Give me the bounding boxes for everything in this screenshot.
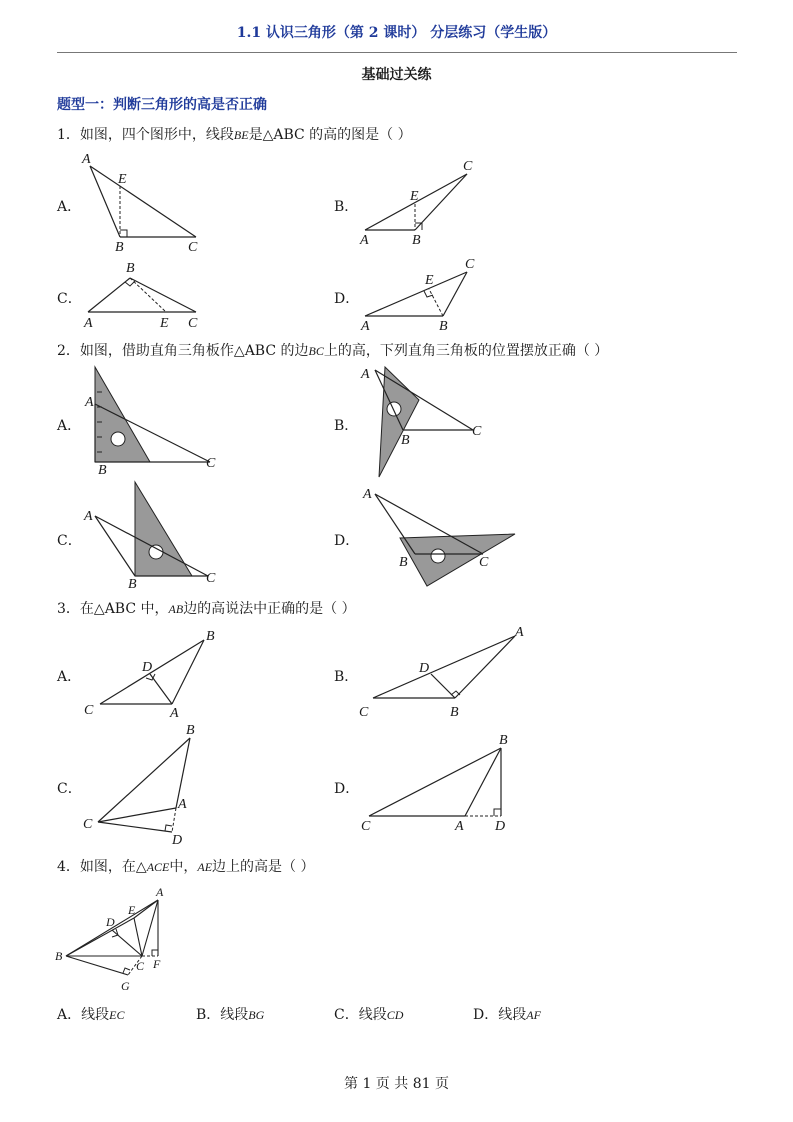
question-2-stem: 2．如图，借助直角三角板作△ABC 的边BC上的高，下列直角三角板的位置摆放正确（ ） bbox=[57, 343, 609, 359]
question-1-stem: 1．如图，四个图形中，线段BE是△ABC 的高的图是（ ） bbox=[57, 127, 412, 143]
q2-option-b-figure bbox=[355, 362, 495, 482]
q3-option-d-letter: D． bbox=[334, 781, 360, 797]
q4-label-e: E bbox=[128, 903, 136, 917]
q2-option-d-figure bbox=[355, 482, 525, 590]
q1-option-d-letter: D． bbox=[334, 291, 360, 307]
q1b-label-4: B bbox=[412, 233, 421, 248]
q2c-label-1: A bbox=[84, 509, 93, 524]
q4-choice-a: A．线段EC bbox=[57, 1007, 125, 1023]
q2c-label-3: C bbox=[206, 571, 216, 586]
q2d-label-3: C bbox=[479, 555, 489, 570]
q1d-label-2: E bbox=[425, 273, 434, 288]
q3-option-b-letter: B． bbox=[334, 669, 359, 685]
q4-label-a: A bbox=[156, 885, 164, 899]
page-footer: 第 1 页 共 81 页 bbox=[344, 1076, 449, 1092]
q2b-label-2: B bbox=[401, 433, 410, 448]
q3-option-b-figure bbox=[355, 622, 535, 722]
q1c-label-3: E bbox=[160, 316, 169, 331]
q3a-label-4: A bbox=[170, 706, 179, 720]
q1-option-c-letter: C． bbox=[57, 291, 82, 307]
q3a-label-3: C bbox=[84, 703, 94, 718]
q1c-label-4: C bbox=[188, 316, 198, 331]
q2d-label-2: B bbox=[399, 555, 408, 570]
q3a-label-1: B bbox=[206, 629, 215, 644]
q4-label-g: G bbox=[121, 979, 130, 993]
section-title: 基础过关练 bbox=[361, 67, 432, 83]
q3-option-c-figure bbox=[80, 718, 220, 848]
q2d-label-1: A bbox=[363, 487, 372, 502]
q1b-label-2: E bbox=[410, 189, 419, 204]
q2-option-b-letter: B． bbox=[334, 418, 359, 434]
question-4-stem: 4．如图，在△ACE中，AE边上的高是（ ） bbox=[57, 859, 315, 875]
q1a-label-4: C bbox=[188, 240, 198, 254]
q1a-label-2: E bbox=[118, 172, 127, 187]
question-type-title: 题型一：判断三角形的高是否正确 bbox=[57, 97, 267, 113]
q1-option-a-figure bbox=[80, 148, 210, 254]
q3d-label-4: D bbox=[495, 819, 506, 834]
q4-choice-c: C．线段CD bbox=[334, 1007, 404, 1023]
q2-option-d-letter: D． bbox=[334, 533, 360, 549]
q1-option-b-letter: B． bbox=[334, 199, 359, 215]
q3b-label-2: D bbox=[419, 661, 430, 676]
q1-option-a-letter: A． bbox=[57, 199, 82, 215]
q2b-label-3: C bbox=[472, 424, 482, 439]
q4-figure bbox=[52, 880, 182, 996]
q1-option-c-figure bbox=[80, 256, 210, 332]
q2a-label-3: C bbox=[206, 456, 216, 471]
q3b-label-4: B bbox=[450, 705, 459, 720]
q3d-label-1: B bbox=[499, 733, 508, 748]
q3-option-c-letter: C． bbox=[57, 781, 82, 797]
q3-option-d-figure bbox=[355, 728, 535, 838]
q2-option-a-figure bbox=[80, 362, 220, 474]
q4-label-f: F bbox=[153, 957, 161, 971]
q4-label-b: B bbox=[55, 949, 63, 963]
q3c-label-4: D bbox=[172, 833, 183, 848]
q1b-label-1: C bbox=[463, 159, 473, 174]
q3a-label-2: D bbox=[142, 660, 153, 675]
header-divider bbox=[57, 52, 737, 53]
q4-label-d: D bbox=[106, 915, 115, 929]
q2a-label-2: B bbox=[98, 463, 107, 474]
q3-option-a-figure bbox=[80, 624, 230, 720]
q4-label-c: C bbox=[136, 959, 145, 973]
q1d-label-3: A bbox=[361, 319, 370, 334]
document-header-title: 1.1 认识三角形（第 2 课时） 分层练习（学生版） bbox=[236, 25, 557, 41]
q2-option-c-letter: C． bbox=[57, 533, 82, 549]
q3d-label-3: A bbox=[455, 819, 464, 834]
q1c-label-1: B bbox=[126, 261, 135, 276]
q2-option-a-letter: A． bbox=[57, 418, 82, 434]
q1a-label-1: A bbox=[82, 152, 91, 167]
q1b-label-3: A bbox=[360, 233, 369, 248]
q2a-label-1: A bbox=[85, 395, 94, 410]
q1a-label-3: B bbox=[115, 240, 124, 254]
q4-choice-d: D．线段AF bbox=[473, 1007, 541, 1023]
q3d-label-2: C bbox=[361, 819, 371, 834]
q2-option-c-figure bbox=[80, 478, 220, 590]
q2c-label-2: B bbox=[128, 577, 137, 590]
q1-option-d-figure bbox=[355, 254, 485, 334]
q1-option-b-figure bbox=[355, 156, 485, 248]
q3b-label-1: A bbox=[515, 625, 524, 640]
q1d-label-4: B bbox=[439, 319, 448, 334]
q1c-label-2: A bbox=[84, 316, 93, 331]
q4-choice-b: B．线段BG bbox=[196, 1007, 265, 1023]
q3b-label-3: C bbox=[359, 705, 369, 720]
q3-option-a-letter: A． bbox=[57, 669, 82, 685]
q1d-label-1: C bbox=[465, 257, 475, 272]
question-3-stem: 3．在△ABC 中，AB边的高说法中正确的是（ ） bbox=[57, 601, 356, 617]
q3c-label-3: C bbox=[83, 817, 93, 832]
q3c-label-1: B bbox=[186, 723, 195, 738]
q2b-label-1: A bbox=[361, 367, 370, 382]
q3c-label-2: A bbox=[178, 797, 187, 812]
